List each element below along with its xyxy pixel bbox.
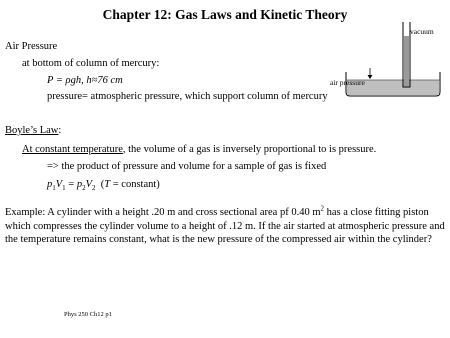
eq-cond-rest: = constant) xyxy=(110,179,160,190)
page-title: Chapter 12: Gas Laws and Kinetic Theory xyxy=(102,7,348,22)
boyle-equation xyxy=(47,178,160,191)
air-pressure-arrowhead xyxy=(368,75,373,79)
example-part2: has a close fitting piston which compresses the cylinder volume to a height of .12 m. If the air started at atmospheric pressure and the temperature remains constant, what is the new pressure of the compressed air within the cylinder? xyxy=(5,207,445,245)
eq-p2: p xyxy=(76,179,83,190)
page-footer: Phys 250 Ch12 p1 xyxy=(64,311,112,318)
constant-temperature-text: At constant temperature xyxy=(22,144,123,155)
air-pressure-formula: P = ρgh, h≈76 cm xyxy=(47,75,123,86)
boyle-heading-colon: : xyxy=(58,125,62,136)
eq-p1: p xyxy=(47,179,53,190)
eq-cond-open: ( xyxy=(95,179,105,190)
boyle-statement-rest: , the volume of a gas is inversely proportional to is pressure. xyxy=(122,144,377,155)
boyle-consequence: => the product of pressure and volume for a sample of gas is fixed xyxy=(47,161,327,172)
eq-sub2: 2 xyxy=(82,184,86,193)
example-paragraph xyxy=(5,206,445,247)
mercury-column xyxy=(404,36,409,86)
boyle-heading-text: Boyle’s Law xyxy=(5,125,59,136)
air-pressure-label: air pressure xyxy=(330,78,365,87)
example-part1: Example: A cylinder with a height .20 m and cross sectional area pf 0.40 m xyxy=(5,207,321,218)
eq-sub2b: 2 xyxy=(92,184,96,193)
air-pressure-heading: Air Pressure xyxy=(5,41,58,52)
boyle-statement xyxy=(22,143,376,156)
air-pressure-line1: at bottom of column of mercury: xyxy=(22,58,160,69)
eq-v2: V xyxy=(85,179,93,190)
boyle-heading xyxy=(5,124,61,137)
eq-sub1b: 1 xyxy=(62,184,66,193)
example-sup: 2 xyxy=(320,204,325,213)
air-pressure-line3: pressure= atmospheric pressure, which support column of mercury xyxy=(47,91,328,102)
vacuum-label: vacuum xyxy=(410,27,434,36)
eq-v1: V xyxy=(55,179,63,190)
eq-sub1: 1 xyxy=(52,184,56,193)
eq-sign: = xyxy=(65,179,77,190)
eq-T: T xyxy=(104,179,111,190)
